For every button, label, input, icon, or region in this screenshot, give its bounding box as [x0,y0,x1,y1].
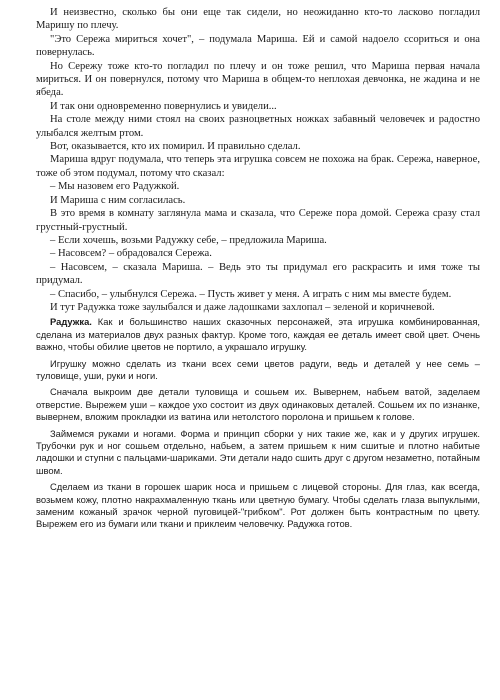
craft-instructions [36,316,480,531]
story-paragraph: И Мариша с ним согласилась. [50,194,186,206]
dialogue-line: – Мы назовем его Радужкой. [50,181,180,193]
dialogue-line: – Насовсем, – сказала Мариша. – Ведь это ты придумал его раскрасить и имя тоже ты придумал. [36,261,480,287]
instructions-lead: Радужка. [50,316,92,328]
instructions-paragraph: Займемся руками и ногами. Форма и принцип сборки у них такие же, как и у других игрушек. Трубочки рук и ног сошьем отдельно, набьем, а затем пришьем к ним сшитые и плотно набитые ладошки и ступни с пальцами-шариками. Эти детали надо сшить друг с другом незаметно, потайным швом. [36,427,480,476]
instructions-intro [36,316,480,353]
story-paragraph: И неизвестно, сколько бы они еще так сидели, но неожиданно кто-то ласково погладил Маришу по плечу. [36,7,480,32]
instructions-intro-text: Как и большинство наших сказочных персонажей, эта игрушка комбинированная, сделана из материалов двух разных фактур. Кроме того, каждая ее деталь имеет свой цвет. Очень важно, чтобы обилие цветов не портило, а украшало игрушку. [36,316,480,353]
story-paragraph: Вот, оказывается, кто их помирил. И правильно сделал. [50,141,301,153]
story-paragraph: В это время в комнату заглянула мама и сказала, что Сереже пора домой. Сережа сразу стал грустный-грустный. [36,208,480,233]
instructions-paragraph: Сначала выкроим две детали туловища и сошьем их. Вывернем, набьем ватой, заделаем отверстие. Вырежем уши – каждое ухо состоит из двух одинаковых деталей. Сошьем их по изнанке, вывернем, вложим прокладки из ватина или нетолстого поролона и пришьем к голове. [36,386,480,423]
story-paragraph: И тут Радужка тоже заулыбался и даже ладошками захлопал – зеленой и коричневой. [50,301,435,313]
instructions-paragraph: Игрушку можно сделать из ткани всех семи цветов радуги, ведь и деталей у нее семь – туловище, уши, руки и ноги. [36,357,480,381]
dialogue-line: – Спасибо, – улыбнулся Сережа. – Пусть живет у меня. А играть с ним мы вместе будем. [50,288,452,300]
story-paragraph: Мариша вдруг подумала, что теперь эта игрушка совсем не похожа на брак. Сережа, наверное, тоже об этом подумал, потому что сказал: [36,154,480,179]
instructions-paragraph: Сделаем из ткани в горошек шарик носа и пришьем с лицевой стороны. Для глаз, как всегда, возьмем кожу, плотно накрахмаленную ткань или цветную бумагу. Чтобы сделать глаза выпуклыми, заменим кожаный зрачок черной пуговицей-"грибком". Рот должен быть контрастным по цвету. Вырежем его из бумаги или ткани и приклеим человечку. Радужка готов. [36,481,480,530]
story-paragraph: "Это Сережа мириться хочет", – подумала Мариша. Ей и самой надоело ссориться и она повернулась. [36,33,480,59]
story-paragraph: На столе между ними стоял на своих разноцветных ножках забавный человечек и радостно улыбался желтым ртом. [36,114,480,139]
dialogue-line: – Насовсем? – обрадовался Сережа. [50,248,212,260]
story-text [36,6,480,314]
dialogue-line: – Если хочешь, возьми Радужку себе, – предложила Мариша. [50,234,327,246]
story-paragraph: Но Сережу тоже кто-то погладил по плечу и он тоже решил, что Мариша первая начала мириться. И он повернулся, потому что Мариша в общем-то неплохая девчонка, не жадина и не ябеда. [36,60,480,99]
story-paragraph: И так они одновременно повернулись и увидели... [50,100,277,112]
